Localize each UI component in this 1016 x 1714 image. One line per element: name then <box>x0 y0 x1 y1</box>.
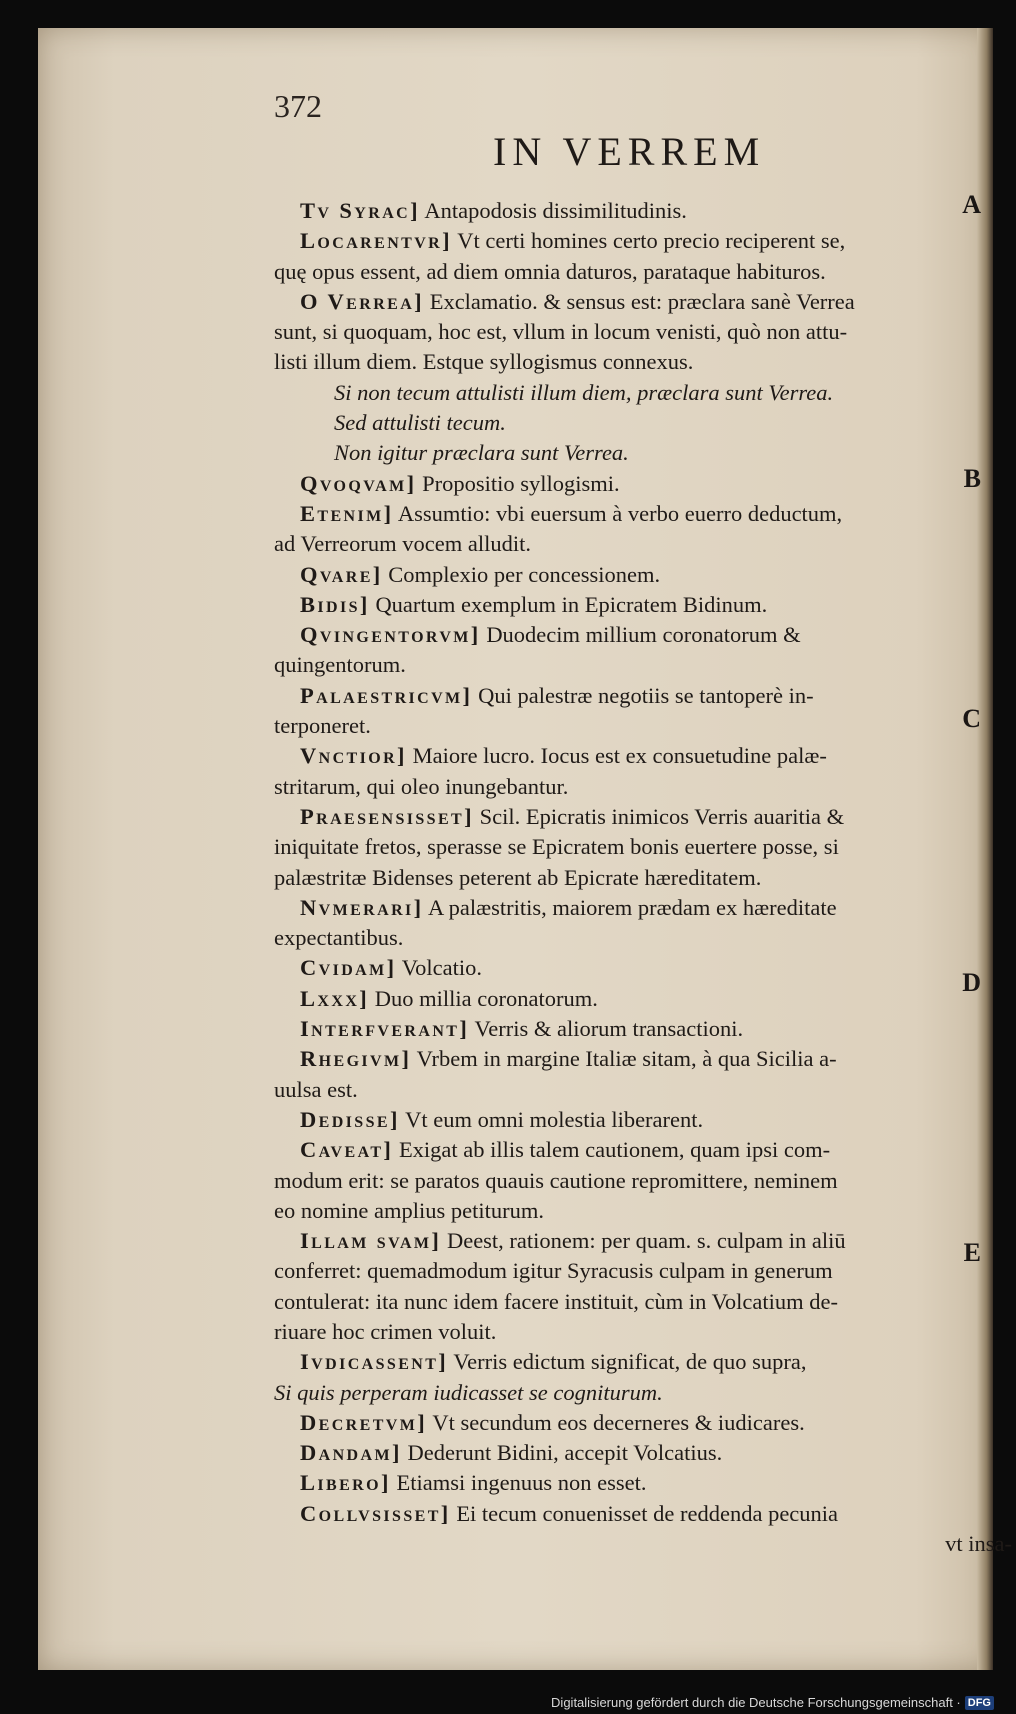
text-line <box>274 1226 1016 1256</box>
text-line <box>274 1408 1016 1438</box>
text-line <box>274 590 1016 620</box>
text-line <box>274 1468 1016 1498</box>
text-line <box>274 923 1016 953</box>
line-text: Sed attulisti tecum. <box>334 410 506 436</box>
line-text: Exclamatio. & sensus est: præclara sanè Verrea <box>424 288 855 314</box>
line-text: Non igitur præclara sunt Verrea. <box>334 440 629 466</box>
lemma: Dedisse] <box>300 1106 400 1132</box>
text-line <box>274 802 1016 832</box>
line-text: vt insa- <box>945 1531 1012 1557</box>
text-line <box>274 741 1016 771</box>
text-line <box>274 347 1016 377</box>
text-line <box>274 620 1016 650</box>
line-text: Assumtio: vbi euersum à verbo euerro deductum, <box>393 500 843 526</box>
line-text: Dederunt Bidini, accepit Volcatius. <box>401 1440 723 1466</box>
text-line <box>274 1287 1016 1317</box>
text-line <box>274 1135 1016 1165</box>
lemma: Rhegivm] <box>300 1046 412 1072</box>
lemma: Interfverant] <box>300 1016 470 1042</box>
margin-letter-c: C <box>962 704 981 733</box>
text-line <box>274 408 1016 438</box>
line-text: stritarum, qui oleo inungebantur. <box>274 773 569 799</box>
line-text: Duodecim millium coronatorum & <box>480 622 801 648</box>
text-line <box>274 1378 1016 1408</box>
line-text: ad Verreorum vocem alludit. <box>274 531 532 557</box>
lemma: Ivdicassent] <box>300 1349 449 1375</box>
line-text: Vt secundum eos decerneres & iudicares. <box>427 1409 805 1435</box>
text-line <box>274 317 1016 347</box>
lemma: Decretvm] <box>300 1409 428 1435</box>
text-line <box>274 1166 1016 1196</box>
line-text: terponeret. <box>274 713 371 739</box>
line-text: Qui palestræ negotiis se tantoperè in- <box>472 682 814 708</box>
text-line <box>274 560 1016 590</box>
line-text: quingentorum. <box>274 652 406 678</box>
line-text: Propositio syllogismi. <box>416 470 620 496</box>
text-line <box>274 1044 1016 1074</box>
line-text: modum erit: se paratos quauis cautione repromittere, neminem <box>274 1167 838 1193</box>
margin-letter-e: E <box>963 1238 981 1267</box>
text-line <box>274 226 1016 256</box>
text-line <box>274 196 1016 226</box>
line-text: Scil. Epicratis inimicos Verris auaritia & <box>474 803 845 829</box>
text-line <box>274 378 1016 408</box>
line-text: Verris edictum significat, de quo supra, <box>448 1349 807 1375</box>
line-text: sunt, si quoquam, hoc est, vllum in locum venisti, quò non attu- <box>274 319 848 345</box>
commentary-text-block <box>274 196 1016 1559</box>
text-line <box>274 1075 1016 1105</box>
text-line <box>274 1014 1016 1044</box>
lemma: Collvsisset] <box>300 1500 451 1526</box>
margin-letter-b: B <box>963 464 981 493</box>
line-text: Ei tecum conuenisset de reddenda pecunia <box>450 1500 839 1526</box>
line-text: Complexio per concessionem. <box>382 561 661 587</box>
line-text: uulsa est. <box>274 1076 358 1102</box>
lemma: Tv Syrac] <box>300 198 421 223</box>
lemma: Palaestricvm] <box>300 682 473 708</box>
lemma: Libero] <box>300 1470 391 1496</box>
text-line <box>274 469 1016 499</box>
line-text: Vt eum omni molestia liberarent. <box>399 1106 704 1132</box>
line-text: conferret: quemadmodum igitur Syracusis culpam in generum <box>274 1258 833 1284</box>
text-line <box>274 1347 1016 1377</box>
line-text: Si non tecum attulisti illum diem, præclara sunt Verrea. <box>334 379 834 405</box>
text-line <box>274 832 1016 862</box>
margin-letter-a: A <box>962 190 981 219</box>
page-number: 372 <box>274 88 322 124</box>
line-text: Etiamsi ingenuus non esset. <box>390 1470 647 1496</box>
digitization-footer <box>551 1695 994 1710</box>
lemma: Qvingentorvm] <box>300 622 481 648</box>
footer-text: Digitalisierung gefördert durch die Deutsche Forschungsgemeinschaft · <box>551 1695 961 1710</box>
line-text: palæstritæ Bidenses peterent ab Epicrate hæreditatem. <box>274 864 762 890</box>
lemma: Vnctior] <box>300 743 407 769</box>
text-line <box>274 711 1016 741</box>
text-line <box>274 1499 1016 1529</box>
line-text: Antapodosis dissimilitudinis. <box>420 198 687 223</box>
text-line <box>274 1438 1016 1468</box>
line-text: expectantibus. <box>274 925 404 951</box>
margin-letter-d: D <box>962 968 981 997</box>
line-text: contulerat: ita nunc idem facere instituit, cùm in Volcatium de- <box>274 1288 839 1314</box>
running-head-title: IN VERREM <box>493 129 766 174</box>
text-line <box>274 257 1016 287</box>
line-text: Deest, rationem: per quam. s. culpam in aliū <box>441 1228 846 1254</box>
text-line <box>274 438 1016 468</box>
lemma: Locarentvr] <box>300 228 453 254</box>
line-text: Exigat ab illis talem cautionem, quam ipsi com- <box>393 1137 831 1163</box>
lemma: Bidis] <box>300 591 370 617</box>
lemma: Lxxx] <box>300 985 370 1011</box>
line-text: listi illum diem. Estque syllogismus connexus. <box>274 349 694 375</box>
text-line <box>274 681 1016 711</box>
line-text: Volcatio. <box>396 955 482 981</box>
line-text: Duo millia coronatorum. <box>369 985 598 1011</box>
text-line <box>274 863 1016 893</box>
lemma: Caveat] <box>300 1137 394 1163</box>
lemma: Dandam] <box>300 1440 402 1466</box>
dfg-logo: DFG <box>965 1696 994 1710</box>
lemma: Cvidam] <box>300 955 397 981</box>
text-line <box>274 893 1016 923</box>
text-line <box>274 529 1016 559</box>
text-line <box>274 772 1016 802</box>
text-line <box>274 1529 1016 1559</box>
line-text: Quartum exemplum in Epicratem Bidinum. <box>369 591 768 617</box>
line-text: Si quis perperam iudicasset se cogniturum. <box>274 1379 663 1405</box>
text-line <box>274 953 1016 983</box>
text-line <box>274 1317 1016 1347</box>
lemma: Illam svam] <box>300 1228 442 1254</box>
line-text: Verris & aliorum transactioni. <box>469 1016 744 1042</box>
text-line <box>274 650 1016 680</box>
line-text: Vt certi homines certo precio reciperent se, <box>452 228 846 254</box>
text-line <box>274 1256 1016 1286</box>
lemma: Qvare] <box>300 561 383 587</box>
text-line <box>274 287 1016 317</box>
lemma: Etenim] <box>300 500 394 526</box>
line-text: quę opus essent, ad diem omnia daturos, parataque habituros. <box>274 258 826 284</box>
text-line <box>274 499 1016 529</box>
text-line <box>274 1105 1016 1135</box>
line-text: Vrbem in margine Italiæ sitam, à qua Sicilia a- <box>411 1046 837 1072</box>
lemma: Praesensisset] <box>300 803 475 829</box>
line-text: Maiore lucro. Iocus est ex consuetudine palæ- <box>406 743 827 769</box>
text-line <box>274 1196 1016 1226</box>
text-line <box>274 984 1016 1014</box>
lemma: O Verrea] <box>300 288 425 314</box>
lemma: Qvoqvam] <box>300 470 417 496</box>
line-text: iniquitate fretos, sperasse se Epicratem bonis euertere posse, si <box>274 834 839 860</box>
line-text: A palæstritis, maiorem prædam ex hæreditate <box>423 894 837 920</box>
line-text: riuare hoc crimen voluit. <box>274 1318 497 1344</box>
line-text: eo nomine amplius petiturum. <box>274 1197 544 1223</box>
book-page <box>38 28 1012 1670</box>
lemma: Nvmerari] <box>300 894 424 920</box>
